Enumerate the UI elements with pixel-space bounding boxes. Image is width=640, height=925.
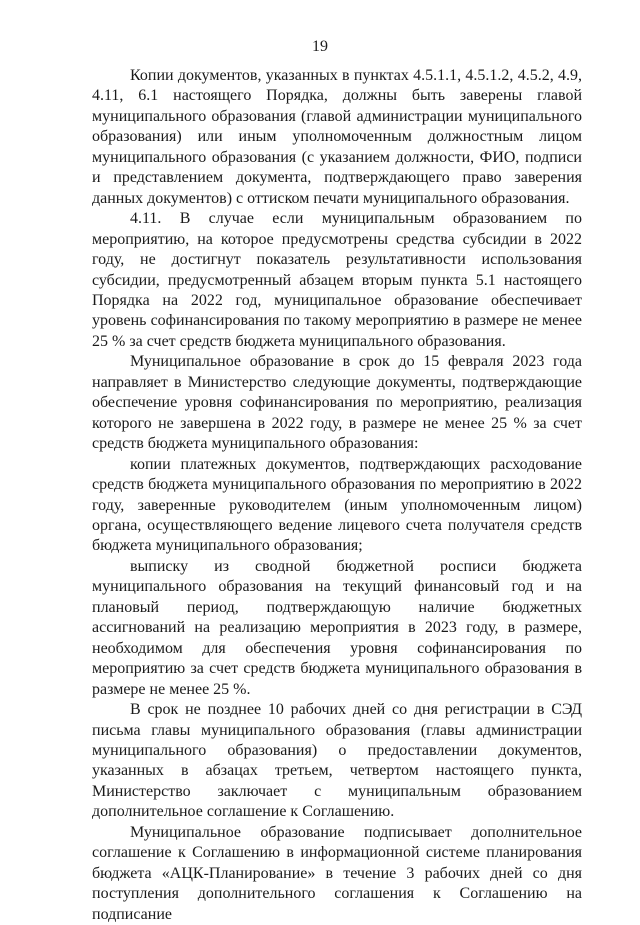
paragraph-payment-copies: копии платежных документов, подтверждающих расходование средств бюджета муниципального образования по мероприятию в 2022 году, заверенные руководителем (иным уполномоченным лицом) органа, осуществляющего ведение лицевого счета получателя средств бюджета муниципального образования; [92,455,582,555]
paragraph-4-11: 4.11. В случае если муниципальным образованием по мероприятию, на которое предусмотрены средства субсидии в 2022 году, не достигнут показатель результативности использования субсидии, предусмотренный абзацем вторым пункта 5.1 настоящего Порядка на 2022 год, муниципальное образование обеспечивает уровень софинансирования по такому мероприятию в размере не менее 25 % за счет средств бюджета муниципального образования. [92,210,582,350]
page-number: 19 [312,38,328,55]
paragraph-submission-deadline: Муниципальное образование в срок до 15 февраля 2023 года направляет в Министерство следующие документы, подтверждающие обеспечение уровня софинансирования по мероприятию, реализация которого не завершена в 2022 году, в размере не менее 25 % за счет средств бюджета муниципального образования: [92,353,582,453]
paragraph-signing: Муниципальное образование подписывает дополнительное соглашение к Соглашению в информационной системе планирования бюджета «АЦК-Планирование» в течение 3 рабочих дней со дня поступления дополнительного соглашения к Соглашению на подписание [92,823,582,923]
paragraph-certification: Копии документов, указанных в пунктах 4.5.1.1, 4.5.1.2, 4.5.2, 4.9, 4.11, 6.1 настоящего Порядка, должны быть заверены главой муниципального образования (главой администрации муниципального образования) или иным уполномоченным должностным лицом муниципального образования (с указанием должности, ФИО, подписи и представлением документа, подтверждающего право заверения данных документов) с оттиском печати муниципального образования. [92,67,582,207]
paragraph-budget-extract: выписку из сводной бюджетной росписи бюджета муниципального образования на текущий финансовый год и на плановый период, подтверждающую наличие бюджетных ассигнований на реализацию мероприятия в 2023 году, в размере, необходимом для обеспечения уровня софинансирования по мероприятию за счет средств бюджета муниципального образования в размере не менее 25 %. [92,557,582,698]
document-body [92,66,582,925]
paragraph-additional-agreement: В срок не позднее 10 рабочих дней со дня регистрации в СЭД письма главы муниципального образования (главы администрации муниципального образования) о предоставлении документов, указанных в абзацах третьем, четвертом настоящего пункта, Министерство заключает с муниципальным образованием дополнительное соглашение к Соглашению. [92,701,582,821]
